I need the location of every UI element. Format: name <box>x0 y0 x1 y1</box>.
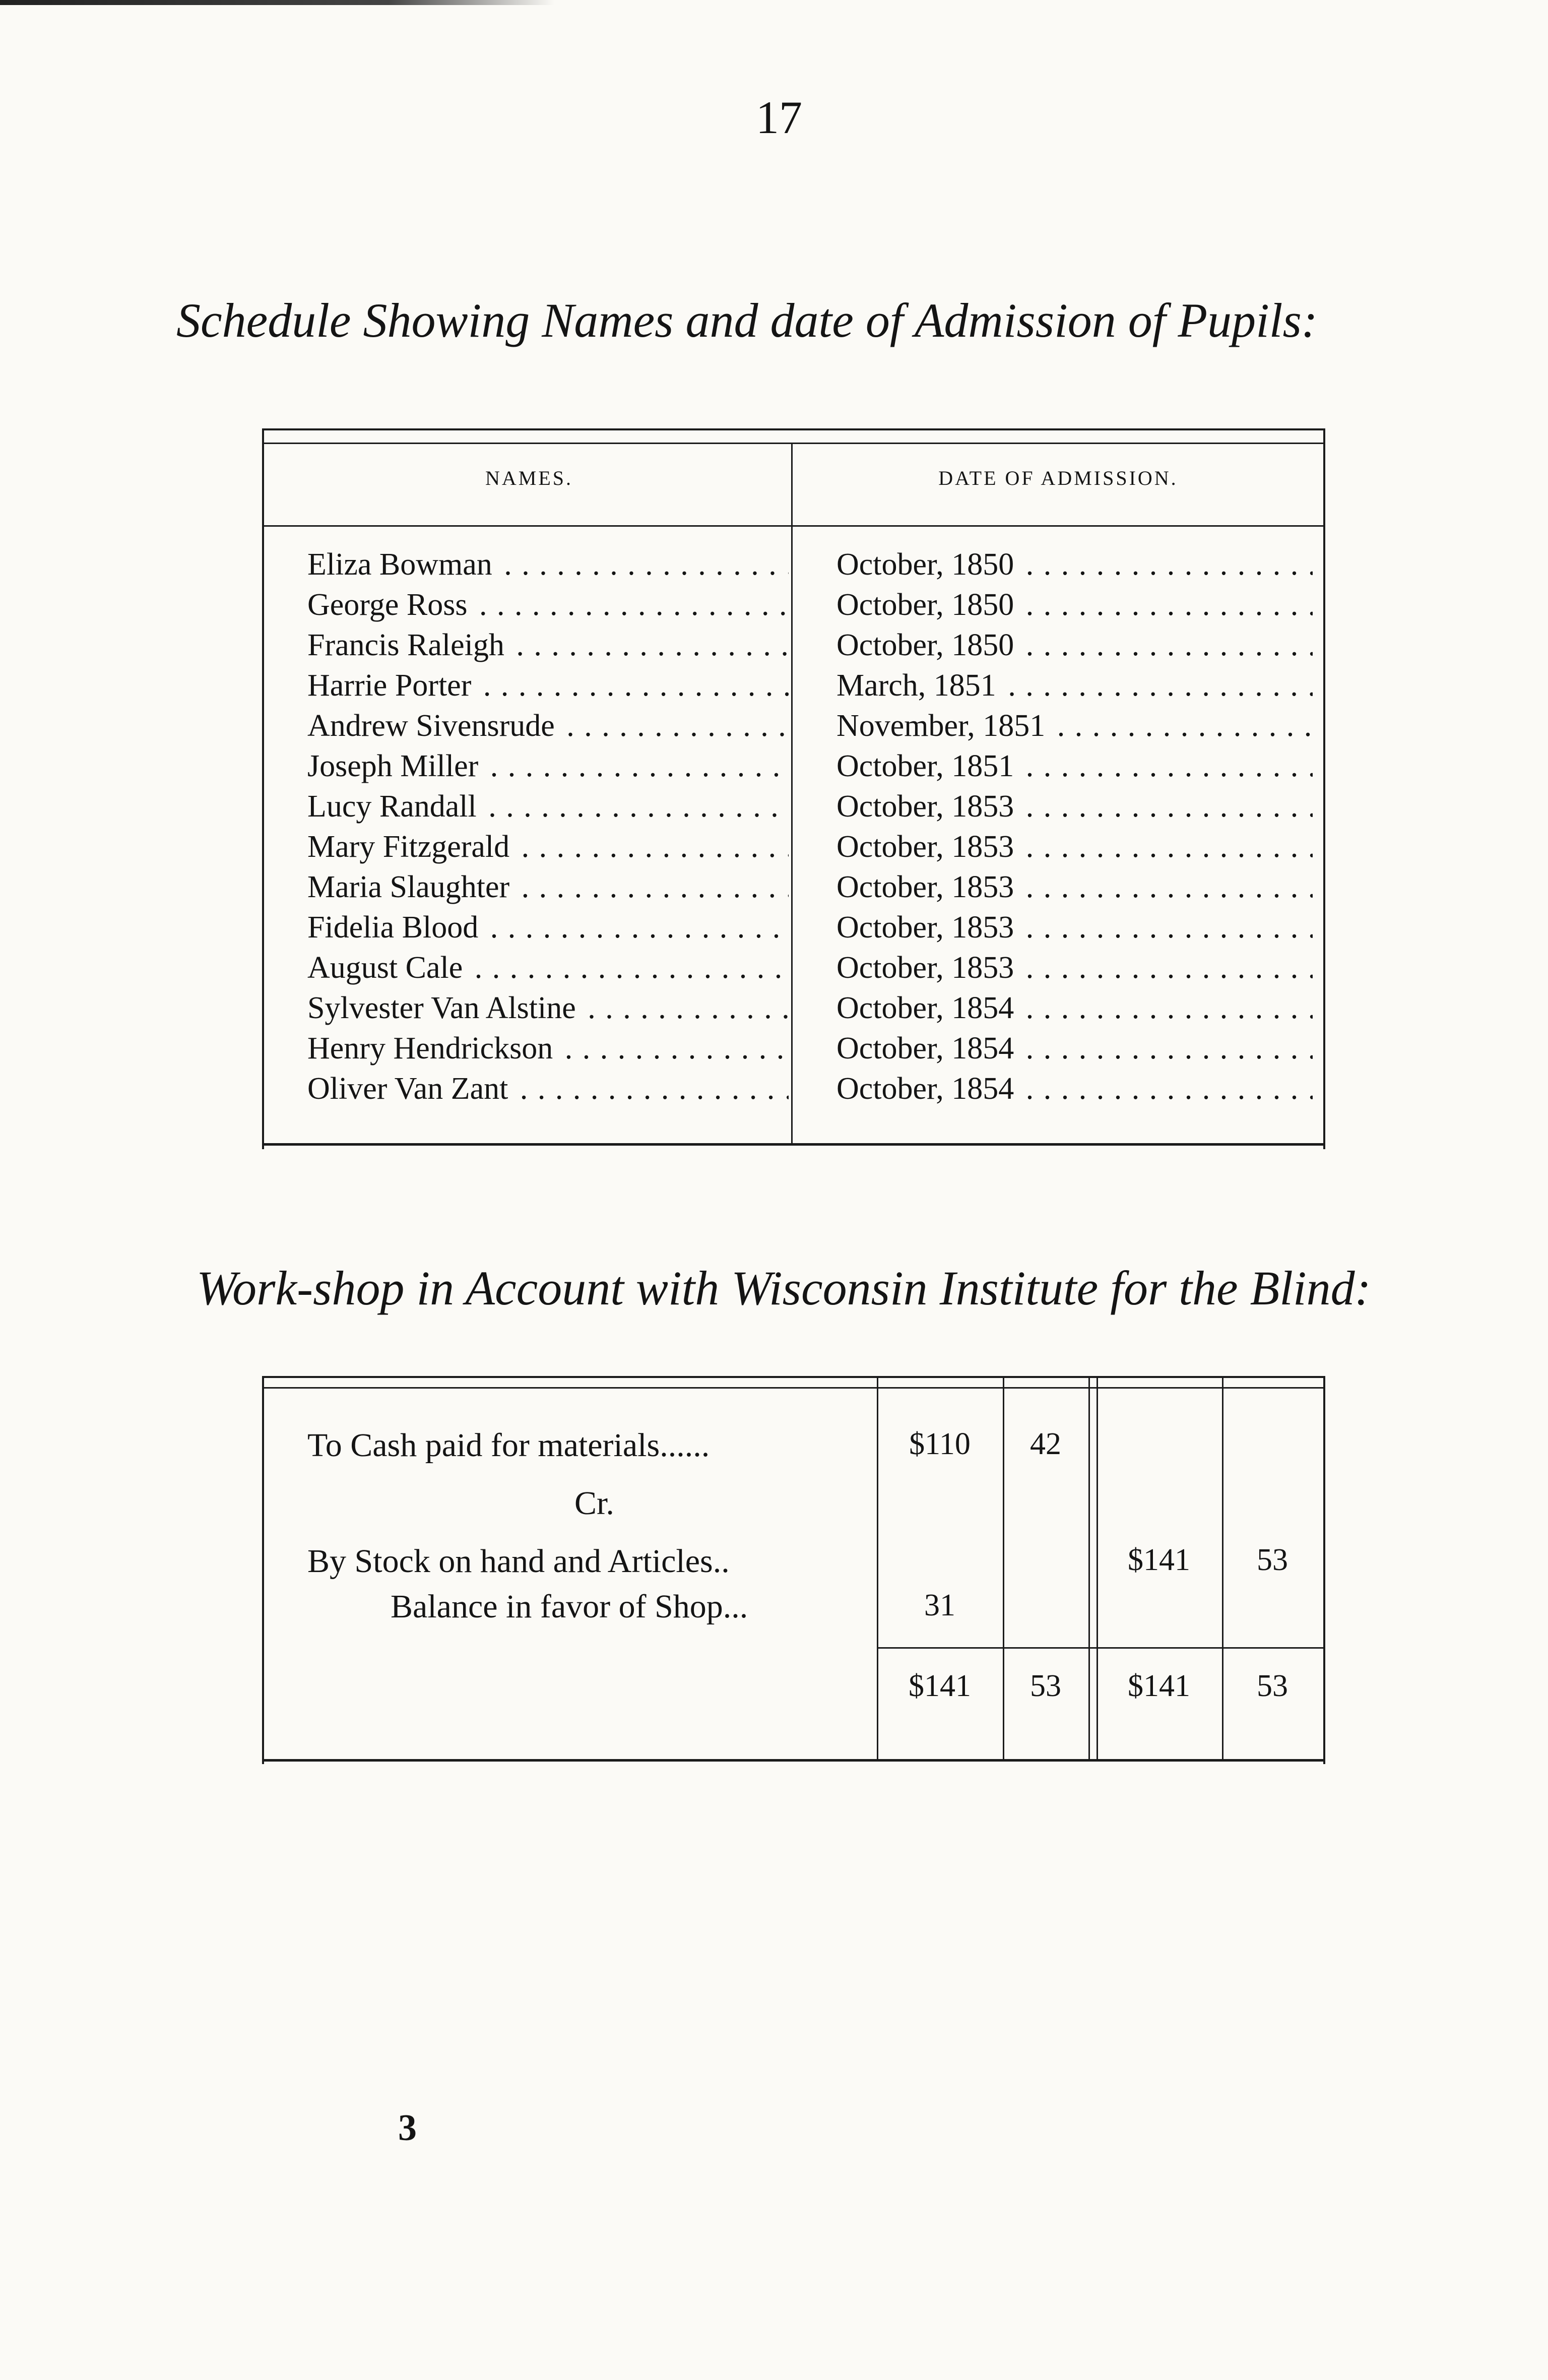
account-title: Work-shop in Account with Wisconsin Institute for the Blind: <box>197 1261 1371 1315</box>
admission-date: October, 1853 <box>836 789 1017 824</box>
admission-date: October, 1853 <box>836 910 1017 945</box>
debit-cents: 42 <box>1030 1427 1061 1461</box>
column-header-date: DATE OF ADMISSION. <box>938 467 1178 489</box>
pupil-name-cell <box>307 1028 789 1069</box>
admission-date-cell <box>836 988 1313 1028</box>
admission-date: October, 1851 <box>836 749 1017 783</box>
page-edge-shadow <box>0 0 554 5</box>
admission-date-cell <box>836 665 1313 706</box>
credit-heading: Cr. <box>574 1485 614 1522</box>
pupil-name-cell <box>307 827 789 867</box>
signature-mark: 3 <box>398 2107 417 2149</box>
admission-date-cell <box>836 544 1313 585</box>
admission-date: October, 1853 <box>836 951 1017 985</box>
pupil-name: Maria Slaughter <box>307 870 512 904</box>
admission-schedule-table <box>262 428 1325 1149</box>
pupil-name: Lucy Randall <box>307 789 480 824</box>
admission-date: October, 1854 <box>836 1031 1017 1066</box>
admission-date: October, 1850 <box>836 547 1017 582</box>
admission-date: October, 1850 <box>836 588 1017 622</box>
admission-date-cell <box>836 948 1313 988</box>
pupil-name-cell <box>307 706 789 746</box>
pupil-name-cell <box>307 665 789 706</box>
page-number: 17 <box>756 92 802 143</box>
balance-dollars: 31 <box>924 1588 955 1622</box>
admission-date: October, 1850 <box>836 628 1017 662</box>
admission-date: October, 1854 <box>836 991 1017 1025</box>
pupil-name: George Ross <box>307 588 470 622</box>
admission-date: October, 1854 <box>836 1072 1017 1106</box>
pupil-name-cell <box>307 746 789 786</box>
pupil-name-cell <box>307 988 789 1028</box>
admission-date-cell <box>836 585 1313 625</box>
pupil-name: Fidelia Blood <box>307 910 481 945</box>
pupil-name-cell <box>307 544 789 585</box>
workshop-account-table <box>262 1376 1325 1764</box>
admission-date: October, 1853 <box>836 870 1017 904</box>
schedule-title: Schedule Showing Names and date of Admission of Pupils: <box>176 293 1318 347</box>
admission-date-cell <box>836 907 1313 948</box>
pupil-name-cell <box>307 907 789 948</box>
stock-dollars: $141 <box>1128 1543 1190 1577</box>
admission-date-cell <box>836 867 1313 907</box>
column-header-names: NAMES. <box>485 467 573 489</box>
pupil-name-cell <box>307 786 789 827</box>
total-debit-cents: 53 <box>1030 1669 1061 1703</box>
pupil-name: Oliver Van Zant <box>307 1072 511 1106</box>
pupil-name-cell <box>307 948 789 988</box>
admission-date-cell <box>836 1028 1313 1069</box>
pupil-name-cell <box>307 867 789 907</box>
admission-date-cell <box>836 827 1313 867</box>
pupil-name-cell <box>307 625 789 665</box>
pupil-name: Henry Hendrickson <box>307 1031 556 1066</box>
admission-date: March, 1851 <box>836 668 999 703</box>
stock-cents: 53 <box>1257 1543 1288 1577</box>
total-debit-dollars: $141 <box>909 1669 971 1703</box>
pupil-name-cell <box>307 585 789 625</box>
admission-date: October, 1853 <box>836 830 1017 864</box>
pupil-name: Francis Raleigh <box>307 628 507 662</box>
admission-date-cell <box>836 625 1313 665</box>
admission-date: November, 1851 <box>836 709 1048 743</box>
admission-date-cell <box>836 1069 1313 1109</box>
pupil-name: August Cale <box>307 951 466 985</box>
debit-label: To Cash paid for materials...... <box>307 1427 710 1464</box>
balance-label: Balance in favor of Shop... <box>391 1588 748 1625</box>
pupil-name: Joseph Miller <box>307 749 481 783</box>
pupil-name-cell <box>307 1069 789 1109</box>
pupil-name: Sylvester Van Alstine <box>307 991 579 1025</box>
total-credit-cents: 53 <box>1257 1669 1288 1703</box>
pupil-name: Mary Fitzgerald <box>307 830 512 864</box>
stock-label: By Stock on hand and Articles.. <box>307 1543 730 1580</box>
admission-date-cell <box>836 706 1313 746</box>
admission-date-cell <box>836 746 1313 786</box>
total-credit-dollars: $141 <box>1128 1669 1190 1703</box>
debit-dollars: $110 <box>909 1427 971 1461</box>
admission-date-cell <box>836 786 1313 827</box>
pupil-name: Andrew Sivensrude <box>307 709 558 743</box>
pupil-name: Harrie Porter <box>307 668 474 703</box>
pupil-name: Eliza Bowman <box>307 547 495 582</box>
